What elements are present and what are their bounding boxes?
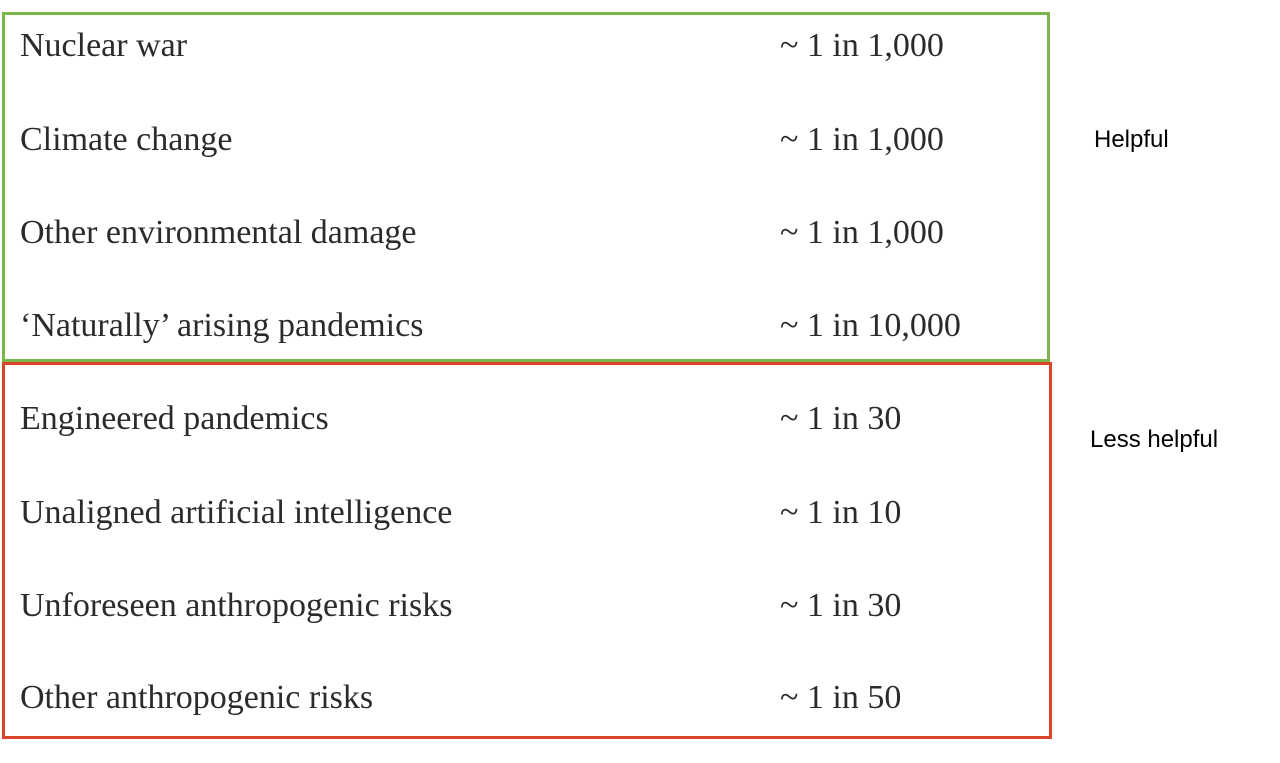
risk-label: Climate change bbox=[20, 121, 233, 158]
table-row bbox=[5, 110, 1047, 170]
table-row bbox=[5, 576, 1049, 636]
risk-label: Unforeseen anthropogenic risks bbox=[20, 587, 453, 624]
risk-odds: ~ 1 in 10 bbox=[780, 494, 902, 531]
table-row bbox=[5, 16, 1047, 76]
risk-label: Engineered pandemics bbox=[20, 400, 329, 437]
table-row bbox=[5, 668, 1049, 728]
risk-label: ‘Naturally’ arising pandemics bbox=[20, 307, 424, 344]
risk-label: Other anthropogenic risks bbox=[20, 679, 374, 716]
risk-odds: ~ 1 in 30 bbox=[780, 587, 902, 624]
less-helpful-label: Less helpful bbox=[1090, 426, 1219, 453]
helpful-group-box bbox=[2, 12, 1050, 362]
table-row bbox=[5, 389, 1049, 449]
table-row bbox=[5, 483, 1049, 543]
risk-odds: ~ 1 in 1,000 bbox=[780, 27, 944, 64]
table-row bbox=[5, 203, 1047, 263]
risk-label: Nuclear war bbox=[20, 27, 188, 64]
table-row bbox=[5, 296, 1047, 356]
risk-odds: ~ 1 in 10,000 bbox=[780, 307, 961, 344]
risk-odds: ~ 1 in 50 bbox=[780, 679, 902, 716]
risk-odds: ~ 1 in 1,000 bbox=[780, 121, 944, 158]
less-helpful-group-box bbox=[2, 362, 1052, 739]
risk-label: Unaligned artificial intelligence bbox=[20, 494, 453, 531]
risk-label: Other environmental damage bbox=[20, 214, 417, 251]
risk-odds: ~ 1 in 30 bbox=[780, 400, 902, 437]
risk-odds: ~ 1 in 1,000 bbox=[780, 214, 944, 251]
helpful-label: Helpful bbox=[1094, 126, 1169, 153]
